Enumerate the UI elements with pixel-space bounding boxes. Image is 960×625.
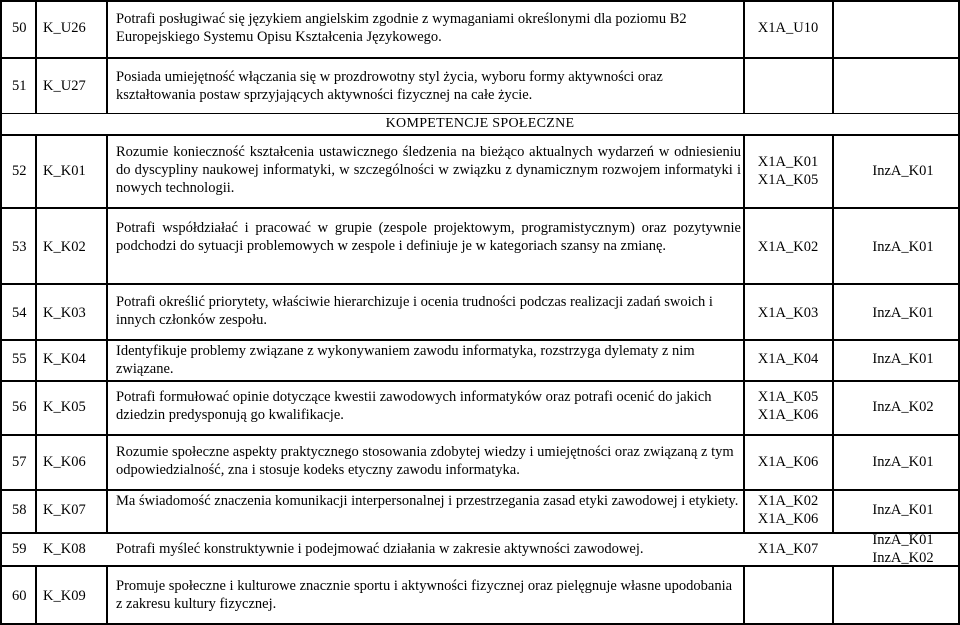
row-divider: [0, 434, 960, 436]
row-ref-primary: X1A_K02: [757, 239, 819, 255]
row-number: 58: [12, 502, 27, 518]
row-description: Potrafi myśleć konstruktywnie i podejmować działania w zakresie aktywności zawodowej.: [116, 541, 644, 557]
row-description: Rozumie społeczne aspekty praktycznego stosowania zdobytej wiedzy i umiejętności oraz związaną z tym odpowiedzialność, zna i stosuje kodeks etyczny zawodu informatyka.: [116, 444, 734, 478]
row-number: 57: [12, 454, 27, 470]
row-description: Ma świadomość znaczenia komunikacji interpersonalnej i przestrzegania zasad etyki zawodowej i etykiety.: [116, 493, 739, 509]
row-description: Identyfikuje problemy związane z wykonywaniem zawodu informatyka, rozstrzyga dylematy z nim związane.: [116, 343, 695, 377]
row-number: 52: [12, 163, 27, 179]
row-code: K_K07: [43, 502, 86, 518]
column-divider: [106, 565, 108, 625]
ref-code: X1A_K05: [757, 389, 819, 405]
row-number: 51: [12, 78, 27, 94]
row-ref-primary: X1A_U10: [757, 20, 819, 36]
row-divider: [0, 532, 960, 534]
row-ref-secondary: InzA_K01: [872, 305, 934, 321]
row-ref-primary: [748, 492, 828, 528]
row-description: Promuje społeczne i kulturowe znacznie sportu i aktywności fizycznej oraz pielęgnuje własne upodobania z zakresu kultury fizycznej.: [116, 578, 733, 612]
row-ref-secondary: InzA_K01: [872, 351, 934, 367]
row-ref-primary: X1A_K04: [757, 351, 819, 367]
ref-code: X1A_K01: [757, 154, 819, 170]
row-description: Potrafi formułować opinie dotyczące kwestii zawodowych informatyków oraz potrafi ocenić do jakich dziedzin predysponują go kwalifikacje.: [116, 389, 712, 423]
column-divider: [743, 134, 745, 533]
row-code: K_K02: [43, 239, 86, 255]
section-header: KOMPETENCJE SPOŁECZNE: [2, 114, 958, 134]
row-ref-secondary: [862, 531, 944, 567]
row-code: K_K04: [43, 351, 86, 367]
row-divider: [0, 57, 960, 59]
row-code: K_K06: [43, 454, 86, 470]
column-divider: [832, 134, 834, 533]
column-divider: [106, 134, 108, 533]
row-number: 60: [12, 588, 27, 604]
column-divider: [832, 565, 834, 625]
row-number: 56: [12, 399, 27, 415]
row-divider: [0, 339, 960, 341]
ref-code: InzA_K01: [872, 532, 934, 548]
column-divider: [35, 134, 37, 533]
row-number: 59: [12, 541, 27, 557]
column-divider: [35, 0, 37, 114]
row-description: Potrafi współdziałać i pracować w grupie (zespole projektowym, programistycznym) oraz pozytywnie podchodzi do sytuacji problemowych w zespole i definiuje je w kategoriach szansy na zmianę.: [116, 220, 741, 254]
row-code: K_U27: [43, 78, 86, 94]
row-divider: [0, 565, 960, 567]
row-divider: [0, 283, 960, 285]
row-ref-primary: X1A_K06: [757, 454, 819, 470]
row-code: K_K05: [43, 399, 86, 415]
ref-code: X1A_K06: [757, 511, 819, 527]
row-ref-secondary: InzA_K02: [872, 399, 934, 415]
row-ref-secondary: InzA_K01: [872, 239, 934, 255]
row-code: K_K08: [43, 541, 86, 557]
ref-code: X1A_K02: [757, 493, 819, 509]
row-ref-primary: [748, 388, 828, 424]
row-divider: [0, 489, 960, 491]
row-divider: [0, 207, 960, 209]
column-divider: [106, 0, 108, 114]
ref-code: InzA_K02: [872, 550, 934, 566]
column-divider: [743, 0, 745, 114]
ref-code: X1A_K05: [757, 172, 819, 188]
row-number: 54: [12, 305, 27, 321]
row-ref-secondary: InzA_K01: [872, 502, 934, 518]
column-divider: [0, 0, 2, 625]
row-ref-primary: X1A_K03: [757, 305, 819, 321]
row-code: K_K09: [43, 588, 86, 604]
row-description: Posiada umiejętność włączania się w prozdrowotny styl życia, wyboru formy aktywności oraz kształtowania postaw sprzyjających aktywności fizycznej na całe życie.: [116, 69, 663, 103]
ref-code: X1A_K06: [757, 407, 819, 423]
column-divider: [35, 565, 37, 625]
column-divider: [743, 565, 745, 625]
row-number: 53: [12, 239, 27, 255]
row-ref-primary: [748, 153, 828, 189]
row-divider: [0, 0, 960, 2]
row-code: K_U26: [43, 20, 86, 36]
row-ref-secondary: InzA_K01: [872, 163, 934, 179]
row-description: Potrafi posługiwać się językiem angielskim zgodnie z wymaganiami określonymi dla poziomu B2 Europejskiego Systemu Opisu Kształcenia Językowego.: [116, 11, 687, 45]
row-ref-secondary: InzA_K01: [872, 454, 934, 470]
row-ref-primary: X1A_K07: [757, 541, 819, 557]
row-code: K_K01: [43, 163, 86, 179]
row-description: Potrafi określić priorytety, właściwie hierarchizuje i ocenia trudności podczas realizacji zadań swoich i innych członków zespołu.: [116, 294, 713, 328]
column-divider: [832, 0, 834, 114]
row-description: Rozumie konieczność kształcenia ustawicznego śledzenia na bieżąco aktualnych wydarzeń w odniesieniu do dyscypliny naukowej informatyki, w szczególności w związku z dynamicznym rozwojem informatyki i nowych technologii.: [116, 144, 741, 196]
row-divider: [0, 134, 960, 136]
row-code: K_K03: [43, 305, 86, 321]
row-number: 55: [12, 351, 27, 367]
row-divider: [0, 380, 960, 382]
row-number: 50: [12, 20, 27, 36]
